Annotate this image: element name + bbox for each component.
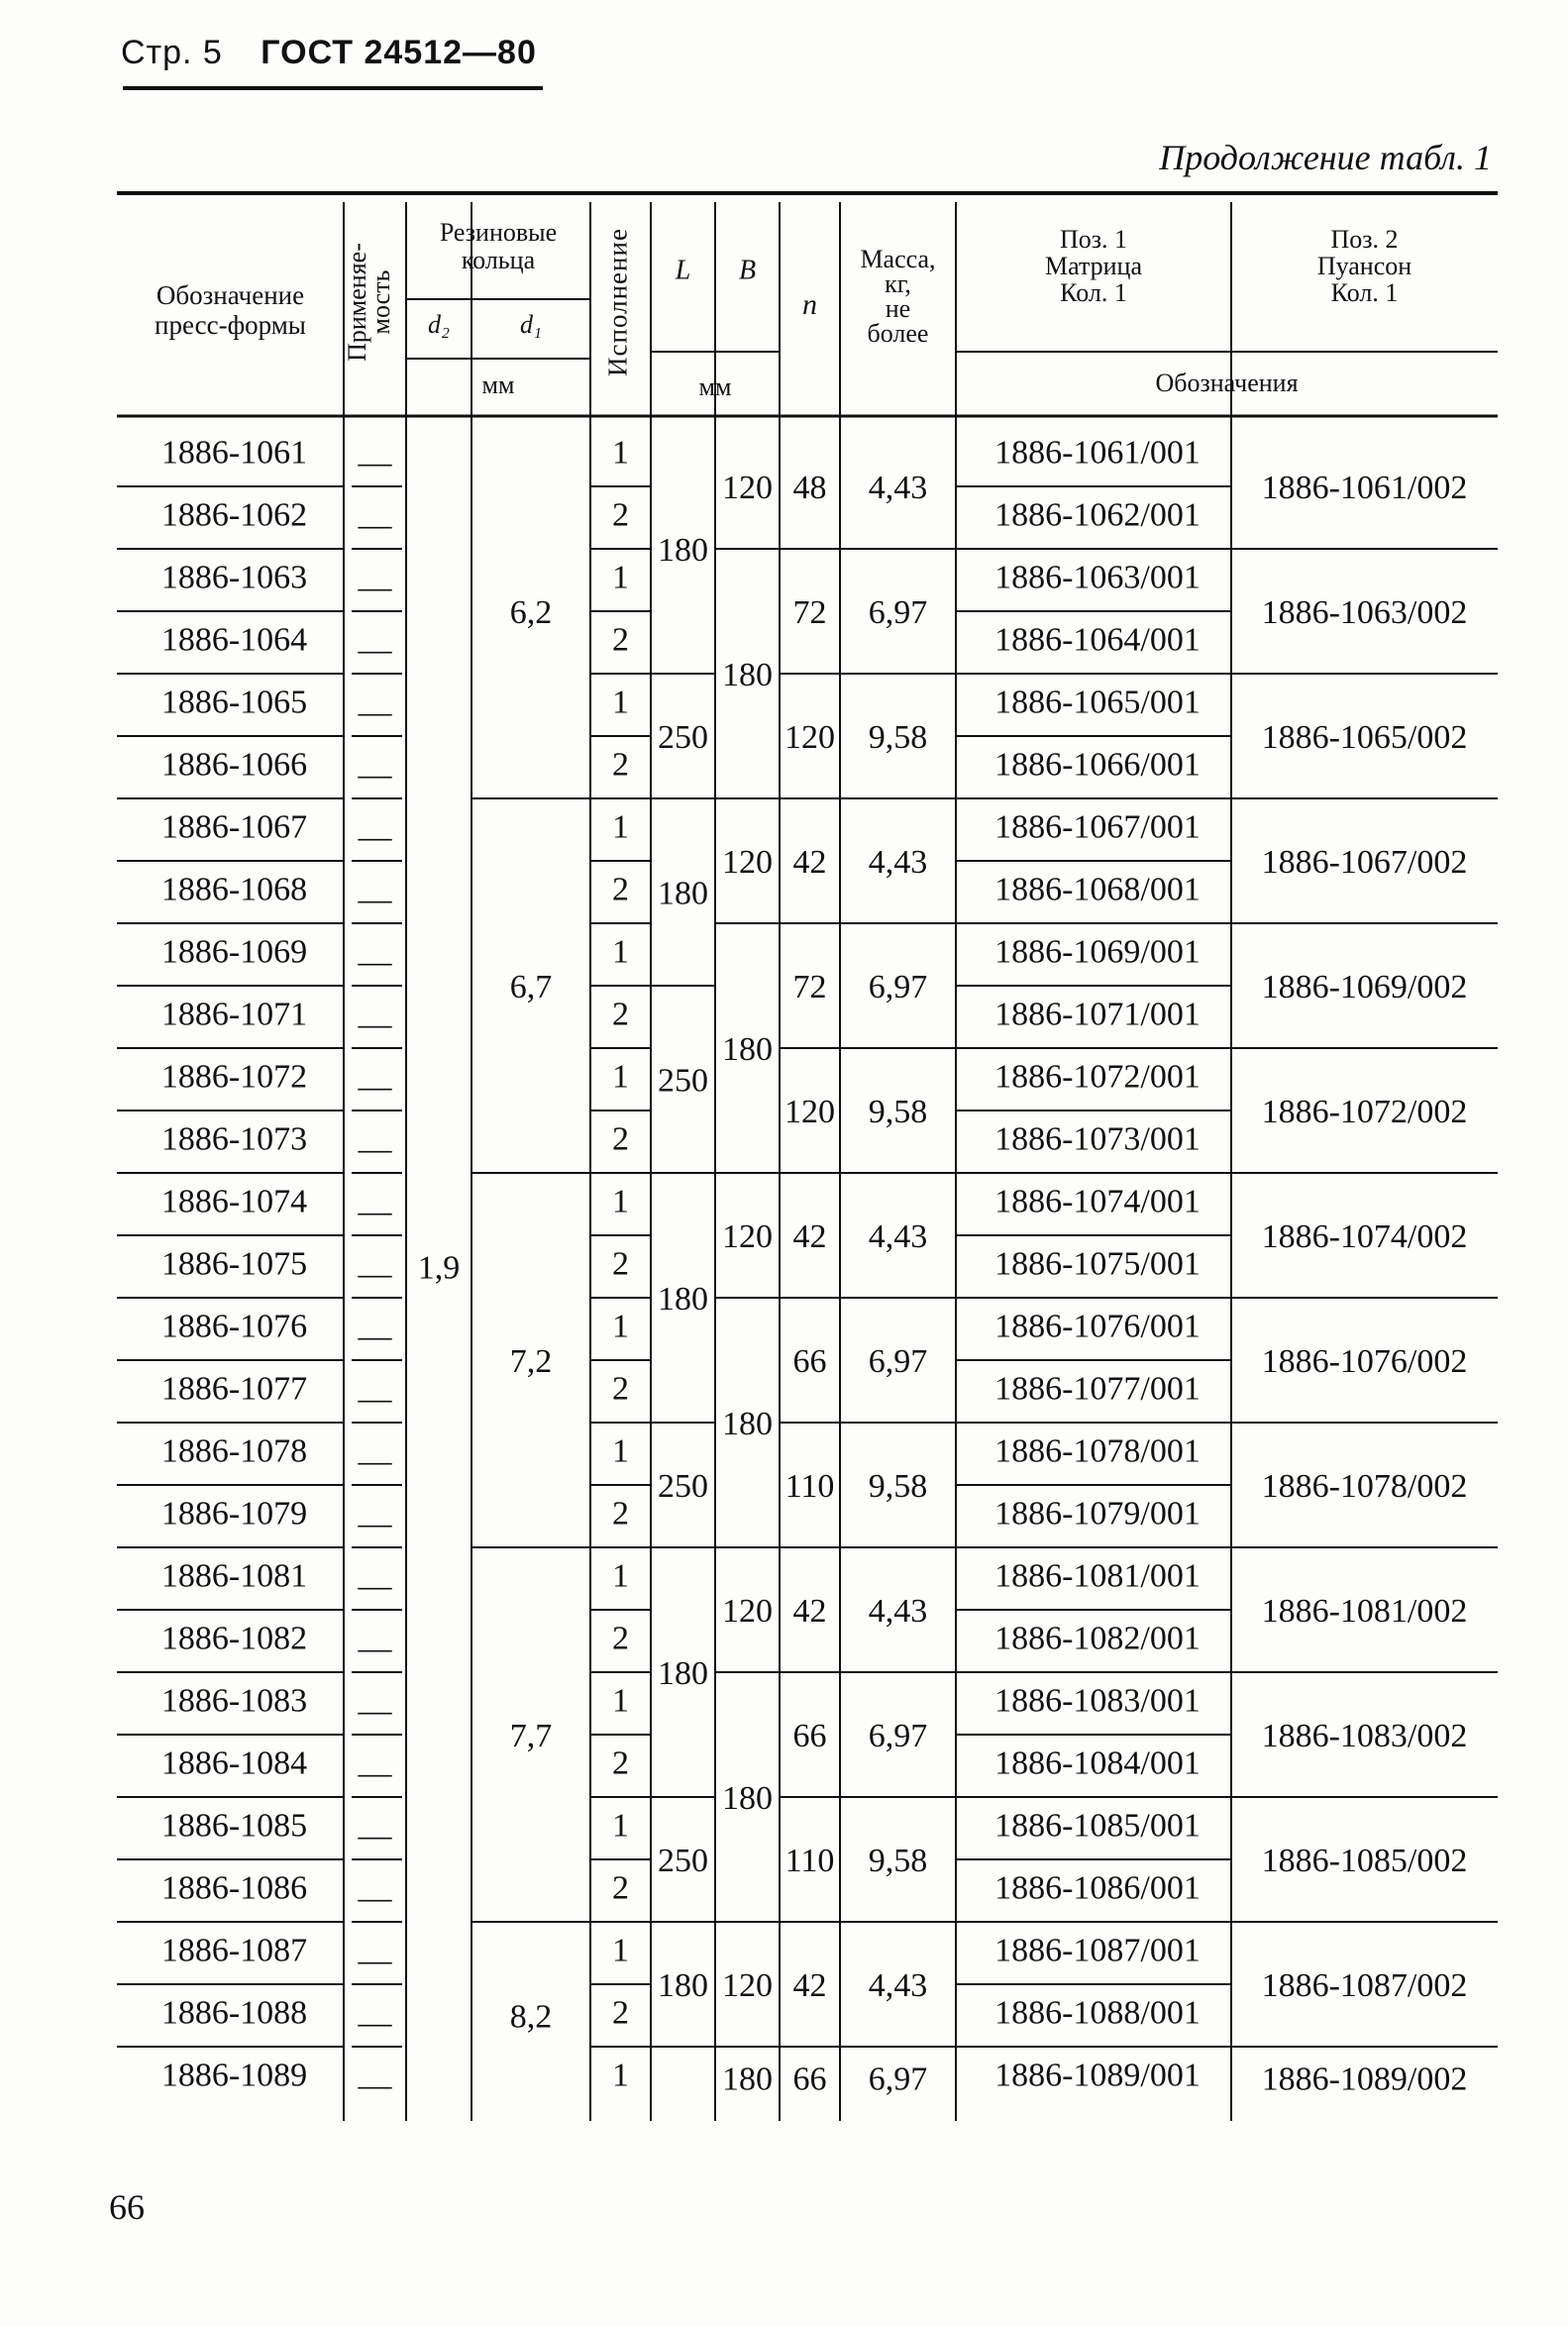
- row-execution: 2: [612, 1120, 629, 1158]
- row-matrix: 1886-1062/001: [994, 496, 1201, 534]
- cell-n: 66: [792, 1717, 827, 1754]
- row-matrix: 1886-1068/001: [994, 871, 1201, 908]
- cell-n: 110: [784, 1467, 835, 1505]
- row-applicability-dash: —: [358, 1879, 392, 1917]
- row-execution: 2: [612, 1869, 629, 1907]
- row-matrix: 1886-1079/001: [994, 1495, 1201, 1533]
- row-execution: 2: [612, 621, 629, 659]
- header-designation: пресс-формы: [155, 310, 306, 341]
- row-matrix: 1886-1084/001: [994, 1745, 1201, 1782]
- row-execution: 2: [612, 1370, 629, 1408]
- cell-L: 250: [658, 1062, 708, 1100]
- cell-punch: 1886-1067/002: [1261, 843, 1468, 881]
- row-applicability-dash: —: [358, 2066, 392, 2104]
- cell-punch: 1886-1069/002: [1261, 968, 1468, 1005]
- row-execution: 1: [612, 1682, 629, 1720]
- header-pos1: Поз. 1: [1059, 224, 1128, 254]
- cell-n: 66: [792, 1342, 827, 1380]
- row-execution: 1: [612, 1058, 629, 1096]
- cell-n: 120: [784, 1093, 835, 1130]
- row-designation: 1886-1089: [160, 2057, 308, 2094]
- header-mass: более: [867, 318, 929, 348]
- row-matrix: 1886-1071/001: [994, 996, 1201, 1033]
- cell-d1: 7,7: [509, 1717, 553, 1754]
- header-rubber-rings: кольца: [461, 245, 536, 274]
- row-applicability-dash: —: [358, 1318, 392, 1355]
- row-applicability-dash: —: [358, 2004, 392, 2042]
- cell-B: 120: [722, 843, 773, 881]
- row-applicability-dash: —: [358, 506, 392, 544]
- cell-B: 120: [722, 469, 773, 506]
- cell-B: 180: [722, 2061, 773, 2098]
- cell-punch: 1886-1074/002: [1261, 1217, 1468, 1255]
- row-applicability-dash: —: [358, 1255, 392, 1293]
- cell-mass: 6,97: [868, 593, 928, 631]
- row-applicability-dash: —: [358, 1068, 392, 1106]
- row-matrix: 1886-1085/001: [994, 1807, 1201, 1845]
- row-designation: 1886-1073: [160, 1120, 308, 1158]
- cell-punch: 1886-1089/002: [1261, 2061, 1468, 2098]
- row-matrix: 1886-1073/001: [994, 1120, 1201, 1158]
- cell-mass: 9,58: [868, 1467, 928, 1505]
- row-designation: 1886-1068: [160, 871, 308, 908]
- header-pos1: Кол. 1: [1060, 277, 1127, 307]
- standard-number: ГОСТ 24512—80: [261, 34, 537, 71]
- row-matrix: 1886-1064/001: [994, 621, 1201, 659]
- row-designation: 1886-1076: [160, 1308, 308, 1345]
- header-d2: d₂: [427, 309, 451, 339]
- row-execution: 1: [612, 1183, 629, 1220]
- cell-n: 120: [784, 718, 835, 756]
- cell-punch: 1886-1061/002: [1261, 469, 1468, 506]
- row-applicability-dash: —: [358, 1754, 392, 1792]
- header-LB-mm: мм: [698, 371, 732, 401]
- row-designation: 1886-1077: [160, 1370, 308, 1408]
- row-applicability-dash: —: [358, 1567, 392, 1605]
- row-execution: 1: [612, 1557, 629, 1595]
- header-pos1: Матрица: [1044, 251, 1143, 280]
- row-matrix: 1886-1083/001: [994, 1682, 1201, 1720]
- row-matrix: 1886-1076/001: [994, 1308, 1201, 1345]
- row-execution: 1: [612, 1308, 629, 1345]
- row-designation: 1886-1082: [160, 1620, 308, 1657]
- cell-d1: 8,2: [509, 1998, 553, 2036]
- row-matrix: 1886-1074/001: [994, 1183, 1201, 1220]
- cell-d2: 1,9: [417, 1249, 461, 1287]
- cell-L: 180: [658, 1280, 708, 1318]
- row-designation: 1886-1067: [160, 808, 308, 846]
- cell-d1: 7,2: [509, 1342, 553, 1380]
- cell-d1: 6,2: [509, 593, 553, 631]
- cell-n: 66: [792, 2061, 827, 2098]
- row-designation: 1886-1061: [160, 434, 308, 472]
- cell-L: 180: [658, 1966, 708, 2004]
- row-designation: 1886-1083: [160, 1682, 308, 1720]
- cell-punch: 1886-1063/002: [1261, 593, 1468, 631]
- row-applicability-dash: —: [358, 1692, 392, 1730]
- row-applicability-dash: —: [358, 1817, 392, 1854]
- header-B: B: [738, 255, 757, 286]
- row-execution: 1: [612, 559, 629, 596]
- cell-n: 42: [792, 1966, 827, 2004]
- row-execution: 2: [612, 746, 629, 784]
- row-matrix: 1886-1067/001: [994, 808, 1201, 846]
- header-applicability: мость: [366, 269, 395, 335]
- cell-mass: 6,97: [868, 2061, 928, 2098]
- row-matrix: 1886-1078/001: [994, 1432, 1201, 1470]
- row-execution: 2: [612, 1245, 629, 1283]
- row-matrix: 1886-1065/001: [994, 684, 1201, 721]
- cell-punch: 1886-1083/002: [1261, 1717, 1468, 1754]
- cell-n: 72: [792, 968, 827, 1005]
- row-execution: 1: [612, 684, 629, 721]
- row-execution: 2: [612, 1495, 629, 1533]
- cell-punch: 1886-1081/002: [1261, 1592, 1468, 1630]
- header-rubber-rings: Резиновые: [439, 217, 558, 247]
- row-applicability-dash: —: [358, 1005, 392, 1043]
- cell-mass: 4,43: [868, 1217, 928, 1255]
- row-execution: 1: [612, 2057, 629, 2094]
- row-applicability-dash: —: [358, 1442, 392, 1480]
- cell-n: 42: [792, 1592, 827, 1630]
- row-designation: 1886-1081: [160, 1557, 308, 1595]
- row-designation: 1886-1063: [160, 559, 308, 596]
- continuation-label: Продолжение табл. 1: [1159, 138, 1492, 177]
- row-applicability-dash: —: [358, 881, 392, 918]
- row-applicability-dash: —: [358, 693, 392, 731]
- cell-n: 42: [792, 843, 827, 881]
- row-designation: 1886-1064: [160, 621, 308, 659]
- row-matrix: 1886-1066/001: [994, 746, 1201, 784]
- row-applicability-dash: —: [358, 756, 392, 793]
- row-designation: 1886-1087: [160, 1932, 308, 1969]
- header-n: n: [802, 287, 817, 321]
- cell-mass: 4,43: [868, 843, 928, 881]
- cell-mass: 9,58: [868, 1842, 928, 1879]
- header-designations: Обозначения: [1155, 368, 1299, 397]
- row-designation: 1886-1069: [160, 933, 308, 971]
- row-matrix: 1886-1075/001: [994, 1245, 1201, 1283]
- row-designation: 1886-1078: [160, 1432, 308, 1470]
- row-execution: 1: [612, 808, 629, 846]
- header-d1: d₁: [519, 309, 543, 339]
- cell-B: 180: [722, 1779, 773, 1817]
- row-designation: 1886-1066: [160, 746, 308, 784]
- header-pos2: Поз. 2: [1330, 224, 1399, 254]
- cell-L: 250: [658, 718, 708, 756]
- row-matrix: 1886-1081/001: [994, 1557, 1201, 1595]
- row-execution: 1: [612, 933, 629, 971]
- cell-punch: 1886-1087/002: [1261, 1966, 1468, 2004]
- row-designation: 1886-1079: [160, 1495, 308, 1533]
- cell-punch: 1886-1076/002: [1261, 1342, 1468, 1380]
- page-label: Стр. 5: [121, 34, 223, 71]
- header-pos2: Кол. 1: [1330, 277, 1399, 307]
- row-execution: 1: [612, 1932, 629, 1969]
- cell-mass: 4,43: [868, 469, 928, 506]
- cell-n: 72: [792, 593, 827, 631]
- cell-mass: 4,43: [868, 1592, 928, 1630]
- row-applicability-dash: —: [358, 1193, 392, 1230]
- cell-L: 180: [658, 1654, 708, 1692]
- row-applicability-dash: —: [358, 631, 392, 669]
- header-mass: кг,: [885, 268, 911, 298]
- row-execution: 2: [612, 871, 629, 908]
- header-L: L: [675, 255, 691, 286]
- row-execution: 2: [612, 1994, 629, 2032]
- cell-n: 48: [792, 469, 827, 506]
- cell-mass: 6,97: [868, 1342, 928, 1380]
- row-applicability-dash: —: [358, 1380, 392, 1418]
- row-matrix: 1886-1087/001: [994, 1932, 1201, 1969]
- row-matrix: 1886-1061/001: [994, 434, 1201, 472]
- page-number: 66: [109, 2187, 145, 2227]
- row-execution: 1: [612, 1432, 629, 1470]
- row-applicability-dash: —: [358, 818, 392, 856]
- cell-B: 180: [722, 1405, 773, 1442]
- cell-mass: 9,58: [868, 1093, 928, 1130]
- row-designation: 1886-1086: [160, 1869, 308, 1907]
- cell-B: 180: [722, 1030, 773, 1068]
- row-designation: 1886-1084: [160, 1745, 308, 1782]
- header-applicability: Применяе-: [342, 243, 371, 362]
- row-matrix: 1886-1086/001: [994, 1869, 1201, 1907]
- row-matrix: 1886-1072/001: [994, 1058, 1201, 1096]
- header-rings-mm: мм: [481, 370, 515, 399]
- row-applicability-dash: —: [358, 1942, 392, 1979]
- row-applicability-dash: —: [358, 1630, 392, 1667]
- row-designation: 1886-1065: [160, 684, 308, 721]
- cell-punch: 1886-1078/002: [1261, 1467, 1468, 1505]
- row-execution: 1: [612, 1807, 629, 1845]
- row-matrix: 1886-1088/001: [994, 1994, 1201, 2032]
- cell-mass: 4,43: [868, 1966, 928, 2004]
- cell-punch: 1886-1065/002: [1261, 718, 1468, 756]
- cell-mass: 9,58: [868, 718, 928, 756]
- row-designation: 1886-1088: [160, 1994, 308, 2032]
- row-execution: 2: [612, 1745, 629, 1782]
- header-pos2: Пуансон: [1316, 251, 1412, 280]
- cell-mass: 6,97: [868, 968, 928, 1005]
- row-matrix: 1886-1069/001: [994, 933, 1201, 971]
- header-mass: не: [885, 293, 911, 323]
- row-execution: 1: [612, 434, 629, 472]
- row-matrix: 1886-1077/001: [994, 1370, 1201, 1408]
- cell-mass: 6,97: [868, 1717, 928, 1754]
- row-applicability-dash: —: [358, 1130, 392, 1168]
- cell-punch: 1886-1085/002: [1261, 1842, 1468, 1879]
- row-execution: 2: [612, 496, 629, 534]
- cell-B: 180: [722, 656, 773, 693]
- header-mass: Масса,: [860, 244, 936, 273]
- cell-B: 120: [722, 1592, 773, 1630]
- row-matrix: 1886-1089/001: [994, 2057, 1201, 2094]
- row-execution: 2: [612, 996, 629, 1033]
- row-execution: 2: [612, 1620, 629, 1657]
- row-matrix: 1886-1082/001: [994, 1620, 1201, 1657]
- row-designation: 1886-1074: [160, 1183, 308, 1220]
- header-designation: Обозначение: [156, 280, 305, 311]
- cell-B: 120: [722, 1966, 773, 2004]
- cell-L: 250: [658, 1467, 708, 1505]
- row-designation: 1886-1072: [160, 1058, 308, 1096]
- row-applicability-dash: —: [358, 444, 392, 481]
- cell-L: 180: [658, 875, 708, 912]
- cell-d1: 6,7: [509, 968, 553, 1005]
- cell-B: 120: [722, 1217, 773, 1255]
- row-applicability-dash: —: [358, 1505, 392, 1542]
- header-execution: Исполнение: [602, 228, 633, 376]
- row-designation: 1886-1071: [160, 996, 308, 1033]
- cell-n: 110: [784, 1842, 835, 1879]
- row-designation: 1886-1075: [160, 1245, 308, 1283]
- row-designation: 1886-1062: [160, 496, 308, 534]
- row-applicability-dash: —: [358, 569, 392, 606]
- row-designation: 1886-1085: [160, 1807, 308, 1845]
- row-applicability-dash: —: [358, 943, 392, 981]
- cell-L: 250: [658, 1842, 708, 1879]
- cell-L: 180: [658, 531, 708, 569]
- cell-n: 42: [792, 1217, 827, 1255]
- cell-punch: 1886-1072/002: [1261, 1093, 1468, 1130]
- row-matrix: 1886-1063/001: [994, 559, 1201, 596]
